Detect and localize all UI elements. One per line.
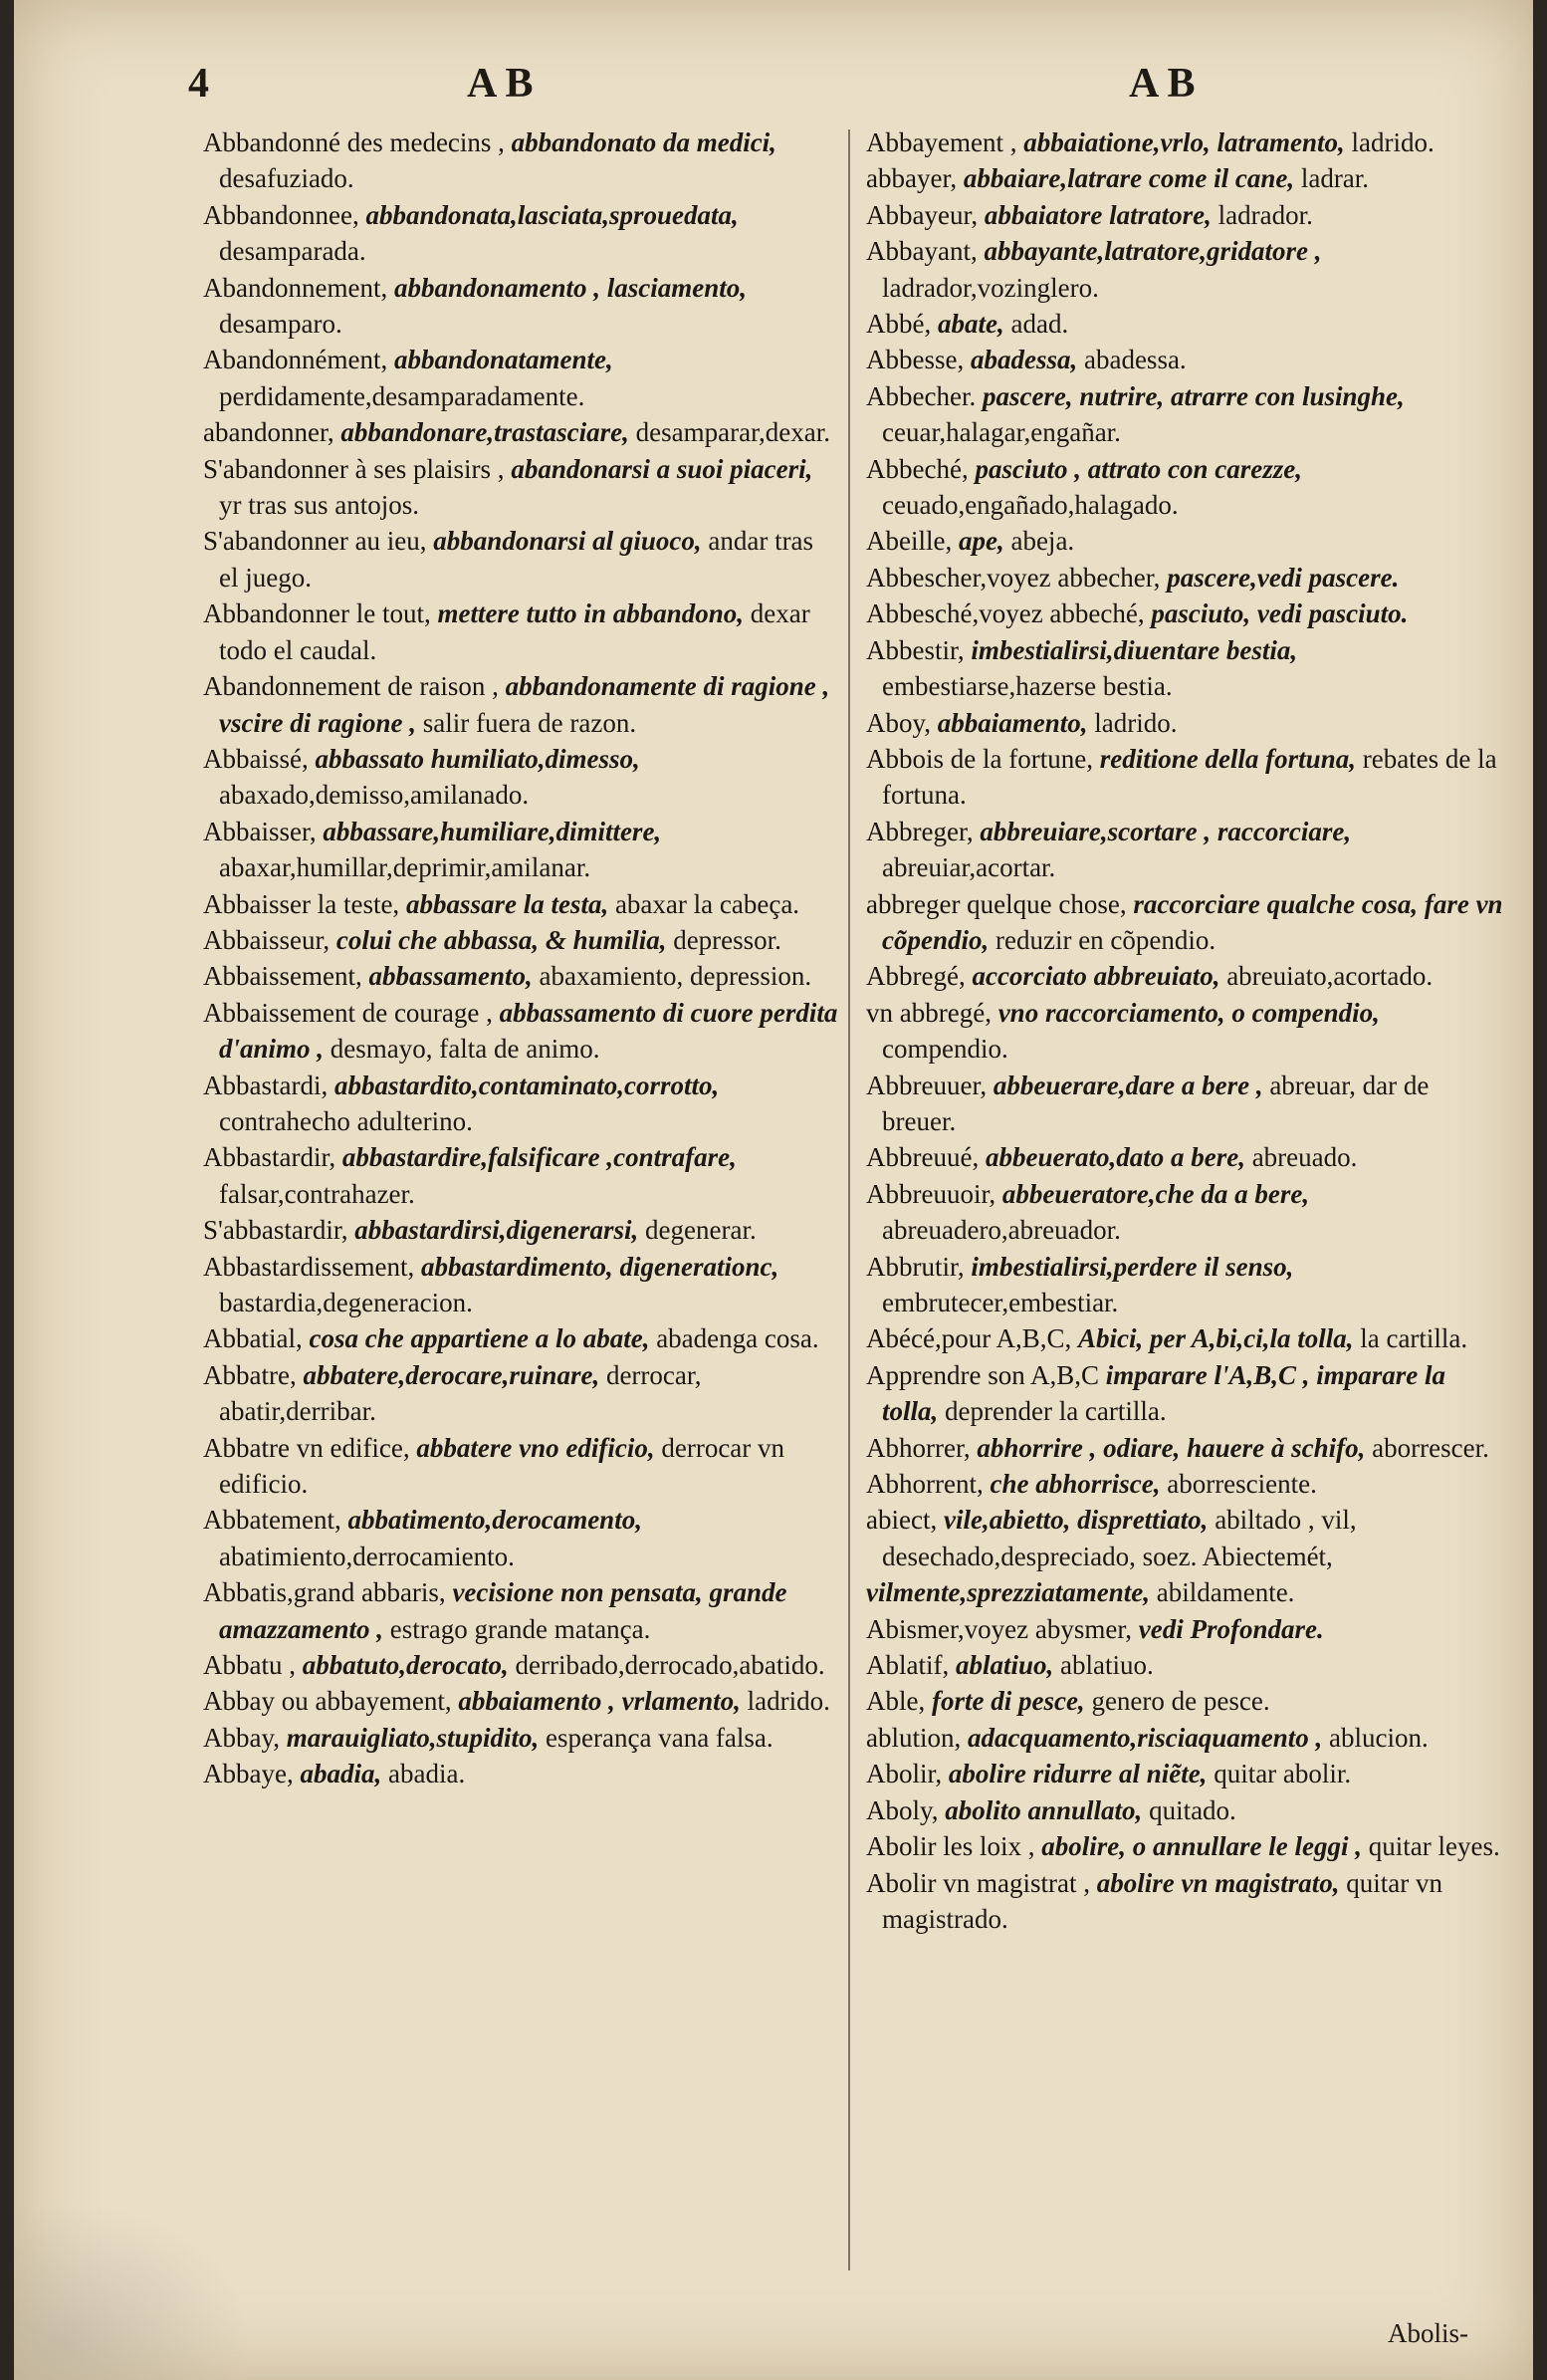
gloss-spanish: depressor. xyxy=(673,924,781,955)
headword-french: Abbastardir, xyxy=(203,1142,336,1173)
gloss-spanish: derrocar vn edificio. xyxy=(219,1432,785,1500)
headword-french: Aboly, xyxy=(866,1794,939,1825)
gloss-italian: abbassare la testa, xyxy=(405,888,609,919)
gloss-spanish: reduzir en cõpendio. xyxy=(995,924,1216,955)
gloss-spanish: derrocar, abatir,derribar. xyxy=(219,1359,702,1427)
gloss-spanish: ladrador,vozinglero. xyxy=(882,272,1099,303)
gloss-italian: abbassamento, xyxy=(368,961,533,992)
gloss-italian: pascere, nutrire, atrarre con lusinghe, xyxy=(982,380,1405,411)
dictionary-entry xyxy=(866,632,1503,705)
headword-french: Abeille, xyxy=(866,526,953,557)
headword-french: Abismer,voyez abysmer, xyxy=(866,1613,1133,1644)
dictionary-entry xyxy=(866,814,1503,886)
gloss-italian: cosa che appartiene a lo abate, xyxy=(309,1323,650,1354)
headword-french: Abbrutir, xyxy=(866,1251,965,1282)
running-head-right: A B xyxy=(1129,61,1196,107)
left-column xyxy=(203,124,838,1792)
gloss-italian: vilmente,sprezziatamente, xyxy=(866,1577,1150,1608)
headword-french: Abbatis,grand abbaris, xyxy=(203,1577,446,1608)
headword-french: Abbecher. xyxy=(866,380,977,411)
dictionary-entry xyxy=(203,958,838,994)
gloss-italian: Abici, per A,bi,ci,la tolla, xyxy=(1077,1323,1354,1354)
dictionary-entry xyxy=(866,1466,1503,1502)
dictionary-entry xyxy=(203,668,838,741)
catchword: Abolis- xyxy=(1388,2318,1468,2348)
gloss-spanish: quitado. xyxy=(1149,1794,1236,1825)
gloss-spanish: dexar todo el caudal. xyxy=(219,598,810,665)
gloss-spanish: abadia. xyxy=(387,1759,466,1789)
headword-french: Abbreger, xyxy=(866,816,974,846)
dictionary-entry xyxy=(203,1357,838,1430)
gloss-italian: abolito annullato, xyxy=(945,1794,1143,1825)
gloss-spanish: ceuar,halagar,engañar. xyxy=(882,417,1121,448)
dictionary-entry xyxy=(866,197,1503,233)
gloss-italian: ablatiuo, xyxy=(955,1650,1054,1681)
gloss-italian: abbaiatore latratore, xyxy=(984,199,1212,230)
headword-french: Abolir les loix , xyxy=(866,1831,1035,1862)
dictionary-entry xyxy=(866,1320,1503,1356)
gloss-italian: abbaiamento , vrlamento, xyxy=(458,1686,741,1717)
headword-french: Abbois de la fortune, xyxy=(866,743,1093,774)
gloss-spanish: abreuadero,abreuador. xyxy=(882,1215,1121,1246)
gloss-italian: pascere,vedi pascere. xyxy=(1167,562,1400,593)
gloss-spanish: quitar abolir. xyxy=(1214,1759,1352,1789)
headword-french: Abandonnement de raison , xyxy=(203,671,499,702)
headword-french: Abolir, xyxy=(866,1759,943,1789)
gloss-spanish: ladrar. xyxy=(1300,163,1370,194)
gloss-italian: abbayante,latratore,gridatore , xyxy=(984,236,1322,267)
headword-french: vn abbregé, xyxy=(866,997,992,1028)
gloss-italian: abbaiare,latrare come il cane, xyxy=(963,163,1295,194)
gloss-italian: pasciuto , attrato con carezze, xyxy=(975,453,1302,484)
dictionary-entry xyxy=(203,197,838,270)
dictionary-entry xyxy=(866,705,1503,741)
headword-french: Abolir vn magistrat , xyxy=(866,1867,1090,1898)
headword-french: Abbaisser, xyxy=(203,816,317,846)
dictionary-entry xyxy=(203,1320,838,1356)
dictionary-entry xyxy=(203,1683,838,1719)
headword-french: Apprendre son A,B,C xyxy=(866,1359,1099,1390)
headword-french: Abbayement , xyxy=(866,127,1017,157)
gloss-spanish: embestiarse,hazerse bestia. xyxy=(882,671,1173,702)
right-column xyxy=(866,124,1503,1937)
headword-french: Abbandonnee, xyxy=(203,199,359,230)
gloss-italian: abbastardito,contaminato,corrotto, xyxy=(333,1070,720,1100)
headword-french: Abbatre, xyxy=(203,1359,297,1390)
dictionary-entry xyxy=(203,1502,838,1574)
headword-french: abbayer, xyxy=(866,163,958,194)
dictionary-entry xyxy=(203,995,838,1068)
gloss-spanish: perdidamente,desamparadamente. xyxy=(219,380,585,411)
dictionary-entry xyxy=(203,451,838,524)
dictionary-entry xyxy=(866,1828,1503,1864)
dictionary-entry xyxy=(866,1139,1503,1175)
headword-french: Abbayant, xyxy=(866,236,978,267)
headword-french: Abbastardi, xyxy=(203,1070,329,1100)
gloss-spanish: abaxar,humillar,deprimir,amilanar. xyxy=(219,852,591,883)
dictionary-entry xyxy=(203,1212,838,1248)
gloss-italian: abbandonarsi al giuoco, xyxy=(433,526,702,557)
dictionary-entry xyxy=(203,270,838,343)
gloss-italian: abbastardire,falsificare ,contrafare, xyxy=(341,1142,737,1173)
headword-french: Abbeché, xyxy=(866,453,969,484)
headword-french: Abbatre vn edifice, xyxy=(203,1432,410,1463)
gloss-spanish: ablucion. xyxy=(1329,1722,1429,1753)
gloss-italian: vile,abietto, disprettiato, xyxy=(943,1505,1209,1536)
dictionary-entry xyxy=(866,560,1503,595)
gloss-italian: abbeuerare,dare a bere , xyxy=(993,1070,1263,1100)
gloss-italian: che abhorrisce, xyxy=(990,1469,1161,1500)
headword-french: Abbaissement de courage , xyxy=(203,997,493,1028)
gloss-spanish: desmayo, falta de animo. xyxy=(330,1034,600,1065)
gloss-italian: reditione della fortuna, xyxy=(1099,743,1356,774)
headword-french: Abbatement, xyxy=(203,1505,341,1536)
gloss-italian: abbreuiare,scortare , raccorciare, xyxy=(980,816,1352,846)
dictionary-entry xyxy=(866,886,1503,959)
gloss-italian: pasciuto, vedi pasciuto. xyxy=(1151,598,1409,629)
dictionary-entry xyxy=(866,1249,1503,1321)
gloss-spanish: compendio. xyxy=(882,1034,1008,1065)
headword-french: Aboy, xyxy=(866,707,931,738)
headword-french: abbreger quelque chose, xyxy=(866,888,1127,919)
headword-french: Abbreuuoir, xyxy=(866,1178,996,1209)
gloss-spanish: abildamente. xyxy=(1156,1577,1295,1608)
dictionary-entry xyxy=(866,378,1503,451)
gloss-italian: abadia, xyxy=(300,1759,382,1789)
gloss-spanish: ablatiuo. xyxy=(1060,1650,1154,1681)
dictionary-entry xyxy=(866,160,1503,196)
gloss-italian: abolire vn magistrato, xyxy=(1096,1867,1340,1898)
dictionary-entry xyxy=(866,1430,1503,1466)
dictionary-entry xyxy=(203,1139,838,1212)
headword-french: S'abandonner à ses plaisirs , xyxy=(203,453,505,484)
gloss-italian: abhorrire , odiare, hauere à schifo, xyxy=(977,1432,1366,1463)
dictionary-entry xyxy=(866,1756,1503,1791)
gloss-italian: imparare l'A,B,C , imparare la tolla, xyxy=(882,1359,1446,1427)
headword-french: abandonner, xyxy=(203,417,334,448)
headword-french: Abhorrer, xyxy=(866,1432,971,1463)
headword-french: Abbestir, xyxy=(866,634,965,665)
gloss-italian: vecisione non pensata, grande amazzamento , xyxy=(219,1577,787,1644)
gloss-spanish: esperança vana falsa. xyxy=(546,1722,774,1753)
gloss-italian: raccorciare qualche cosa, fare vn cõpendio, xyxy=(882,888,1503,955)
dictionary-entry xyxy=(203,1249,838,1321)
dictionary-entry xyxy=(866,1792,1503,1828)
headword-french: ablution, xyxy=(866,1722,962,1753)
gloss-italian: colui che abbassa, & humilia, xyxy=(335,924,667,955)
gloss-italian: abbastardirsi,digenerarsi, xyxy=(354,1215,639,1246)
gloss-italian: abbassare,humiliare,dimittere, xyxy=(323,816,662,846)
dictionary-entry xyxy=(866,1611,1503,1647)
headword-french: Abbesché,voyez abbeché, xyxy=(866,598,1145,629)
headword-french: Abbescher,voyez abbecher, xyxy=(866,562,1161,593)
gloss-italian: abandonarsi a suoi piaceri, xyxy=(511,453,813,484)
dictionary-entry xyxy=(203,886,838,922)
dictionary-entry xyxy=(203,523,838,595)
gloss-spanish: desamparo. xyxy=(219,309,342,340)
gloss-spanish: abreuado. xyxy=(1251,1142,1358,1173)
headword-french: Abandonnement, xyxy=(203,272,388,303)
dictionary-entry xyxy=(203,595,838,668)
gloss-spanish: desamparar,dexar. xyxy=(635,417,830,448)
headword-french: Abbé, xyxy=(866,309,932,340)
gloss-spanish: abeja. xyxy=(1010,526,1075,557)
gloss-italian: abolire ridurre al niẽte, xyxy=(948,1759,1208,1789)
dictionary-entry xyxy=(866,1574,1503,1610)
gloss-spanish: abreuiar,acortar. xyxy=(882,852,1056,883)
gloss-spanish: aborrescer. xyxy=(1372,1432,1489,1463)
dictionary-entry xyxy=(203,1574,838,1647)
dictionary-entry xyxy=(203,1756,838,1791)
dictionary-entry xyxy=(866,595,1503,631)
gloss-spanish: ladrador. xyxy=(1217,199,1313,230)
gloss-italian: imbestialirsi,perdere il senso, xyxy=(971,1251,1294,1282)
gloss-spanish: abiltado , vil, desechado,despreciado, soez. Abiectemét, xyxy=(882,1505,1357,1571)
dictionary-entry xyxy=(203,1647,838,1683)
dictionary-entry xyxy=(203,814,838,886)
dictionary-entry xyxy=(866,342,1503,377)
gloss-spanish: salir fuera de razon. xyxy=(422,707,637,738)
dictionary-entry xyxy=(866,233,1503,306)
dictionary-entry xyxy=(866,1502,1503,1574)
gloss-spanish: abaxamiento, depression. xyxy=(539,961,812,992)
gloss-spanish: quitar vn magistrado. xyxy=(882,1867,1442,1934)
headword-french: Ablatif, xyxy=(866,1650,950,1681)
dictionary-entry xyxy=(866,1683,1503,1719)
page-number: 4 xyxy=(188,61,209,107)
dictionary-entry xyxy=(866,1068,1503,1140)
gloss-spanish: desamparada. xyxy=(219,236,366,267)
gloss-spanish: bastardia,degeneracion. xyxy=(219,1288,473,1317)
gloss-italian: abbatimento,derocamento, xyxy=(347,1505,642,1536)
dictionary-entry xyxy=(203,414,838,450)
headword-french: Abbaisseur, xyxy=(203,924,331,955)
gloss-italian: abbastardimento, digenerationc, xyxy=(420,1251,779,1282)
headword-french: Abbreuuer, xyxy=(866,1070,988,1100)
gloss-spanish: yr tras sus antojos. xyxy=(219,490,419,521)
gloss-italian: marauigliato,stupidito, xyxy=(286,1722,540,1753)
gloss-spanish: adad. xyxy=(1010,309,1069,340)
gloss-spanish: abreuiato,acortado. xyxy=(1226,961,1434,992)
dictionary-entry xyxy=(866,741,1503,814)
headword-french: Abbaissement, xyxy=(203,961,362,992)
gloss-italian: abolire, o annullare le leggi , xyxy=(1041,1831,1363,1862)
gloss-spanish: desafuziado. xyxy=(219,163,354,194)
dictionary-entry xyxy=(203,922,838,958)
dictionary-entry xyxy=(866,523,1503,559)
gloss-italian: vno raccorciamento, o compendio, xyxy=(997,997,1380,1028)
dictionary-entry xyxy=(866,1720,1503,1756)
gloss-spanish: ladrido. xyxy=(747,1686,830,1717)
headword-french: Abbatu , xyxy=(203,1650,296,1681)
gloss-italian: abbatuto,derocato, xyxy=(302,1650,509,1681)
gloss-italian: abbandonata,lasciata,sprouedata, xyxy=(365,199,739,230)
gloss-italian: abbandonare,trastasciare, xyxy=(340,417,629,448)
gloss-spanish: derribado,derrocado,abatido. xyxy=(515,1650,825,1681)
gloss-italian: abadessa, xyxy=(970,345,1078,375)
dictionary-page xyxy=(14,0,1533,2380)
headword-french: Abbastardissement, xyxy=(203,1251,415,1282)
dictionary-entry xyxy=(866,995,1503,1068)
headword-french: Abhorrent, xyxy=(866,1469,984,1500)
dictionary-entry xyxy=(866,958,1503,994)
headword-french: Abbandonner le tout, xyxy=(203,598,431,629)
gloss-italian: abbandonamento , lasciamento, xyxy=(393,272,747,303)
headword-french: Abbesse, xyxy=(866,345,965,375)
headword-french: abiect, xyxy=(866,1505,938,1536)
running-head-left: A B xyxy=(467,61,534,107)
gloss-italian: abbassato humiliato,dimesso, xyxy=(315,743,640,774)
gloss-spanish: andar tras el juego. xyxy=(219,526,814,593)
gloss-spanish: estrago grande matança. xyxy=(389,1613,651,1644)
dictionary-entry xyxy=(203,741,838,814)
gloss-spanish: la cartilla. xyxy=(1360,1323,1468,1354)
gloss-italian: accorciato abbreuiato, xyxy=(972,961,1220,992)
gloss-italian: abbandonamente di ragione , vscire di ragione , xyxy=(219,671,830,738)
headword-french: Abbaye, xyxy=(203,1759,294,1789)
gloss-spanish: aborresciente. xyxy=(1167,1469,1317,1500)
gloss-italian: abbatere,derocare,ruinare, xyxy=(303,1359,600,1390)
dictionary-entry xyxy=(203,124,838,197)
gloss-italian: forte di pesce, xyxy=(931,1686,1085,1717)
dictionary-entry xyxy=(866,1176,1503,1249)
gloss-italian: imbestialirsi,diuentare bestia, xyxy=(971,634,1298,665)
headword-french: Abbay, xyxy=(203,1722,280,1753)
dictionary-entry xyxy=(203,342,838,414)
dictionary-entry xyxy=(866,451,1503,524)
dictionary-entry xyxy=(866,1357,1503,1430)
headword-french: Abandonnément, xyxy=(203,345,388,375)
headword-french: Abbandonné des medecins , xyxy=(203,127,505,157)
headword-french: Abécé,pour A,B,C, xyxy=(866,1323,1072,1354)
gloss-italian: abbandonatamente, xyxy=(393,345,613,375)
headword-french: Abbaissé, xyxy=(203,743,309,774)
headword-french: Abbatial, xyxy=(203,1323,303,1354)
gloss-italian: abbeuerato,dato a bere, xyxy=(985,1142,1245,1173)
dictionary-entry xyxy=(866,306,1503,342)
gloss-spanish: abadenga cosa. xyxy=(656,1323,819,1354)
gloss-italian: ape, xyxy=(958,526,1004,557)
dictionary-entry xyxy=(866,124,1503,160)
gloss-italian: abbatere vno edificio, xyxy=(416,1432,655,1463)
gloss-spanish: ceuado,engañado,halagado. xyxy=(882,490,1179,521)
gloss-italian: mettere tutto in abbandono, xyxy=(437,598,744,629)
gloss-spanish: abreuar, dar de breuer. xyxy=(882,1070,1430,1136)
dictionary-entry xyxy=(203,1720,838,1756)
headword-french: S'abbastardir, xyxy=(203,1215,348,1246)
headword-french: Abbregé, xyxy=(866,961,966,992)
dictionary-entry xyxy=(866,1865,1503,1938)
gloss-italian: abbandonato da medici, xyxy=(511,127,776,157)
gloss-spanish: abaxar la cabeça. xyxy=(614,888,800,919)
column-divider xyxy=(848,129,850,2270)
headword-french: Abbayeur, xyxy=(866,199,979,230)
gloss-italian: abbassamento di cuore perdita d'animo , xyxy=(219,997,838,1065)
gloss-spanish: ladrido. xyxy=(1094,707,1178,738)
headword-french: Abbay ou abbayement, xyxy=(203,1686,452,1717)
headword-french: Able, xyxy=(866,1686,926,1717)
gloss-italian: adacquamento,risciaquamento , xyxy=(968,1722,1323,1753)
gloss-italian: abbeueratore,che da a bere, xyxy=(1001,1178,1310,1209)
dictionary-entry xyxy=(203,1068,838,1140)
gloss-spanish: contrahecho adulterino. xyxy=(219,1105,473,1136)
gloss-spanish: abaxado,demisso,amilanado. xyxy=(219,780,530,811)
gloss-spanish: degenerar. xyxy=(645,1215,757,1246)
gloss-italian: abate, xyxy=(937,309,1004,340)
dictionary-entry xyxy=(203,1430,838,1503)
headword-french: Abbreuué, xyxy=(866,1142,980,1173)
headword-french: Abbaisser la teste, xyxy=(203,888,400,919)
gloss-spanish: genero de pesce. xyxy=(1091,1686,1270,1717)
gloss-spanish: ladrido. xyxy=(1351,127,1435,157)
gloss-italian: abbaiatione,vrlo, latramento, xyxy=(1023,127,1345,157)
gloss-spanish: falsar,contrahazer. xyxy=(219,1178,415,1209)
gloss-spanish: deprender la cartilla. xyxy=(945,1396,1167,1427)
gloss-spanish: rebates de la fortuna. xyxy=(882,743,1497,811)
gloss-italian: vedi Profondare. xyxy=(1138,1613,1324,1644)
headword-french: S'abandonner au ieu, xyxy=(203,526,427,557)
dictionary-entry xyxy=(866,1647,1503,1683)
gloss-spanish: quitar leyes. xyxy=(1368,1831,1500,1862)
gloss-spanish: abatimiento,derrocamiento. xyxy=(219,1541,515,1571)
water-stain xyxy=(14,2201,253,2380)
gloss-spanish: abadessa. xyxy=(1083,345,1187,375)
gloss-spanish: embrutecer,embestiar. xyxy=(882,1288,1119,1317)
gloss-italian: abbaiamento, xyxy=(937,707,1088,738)
